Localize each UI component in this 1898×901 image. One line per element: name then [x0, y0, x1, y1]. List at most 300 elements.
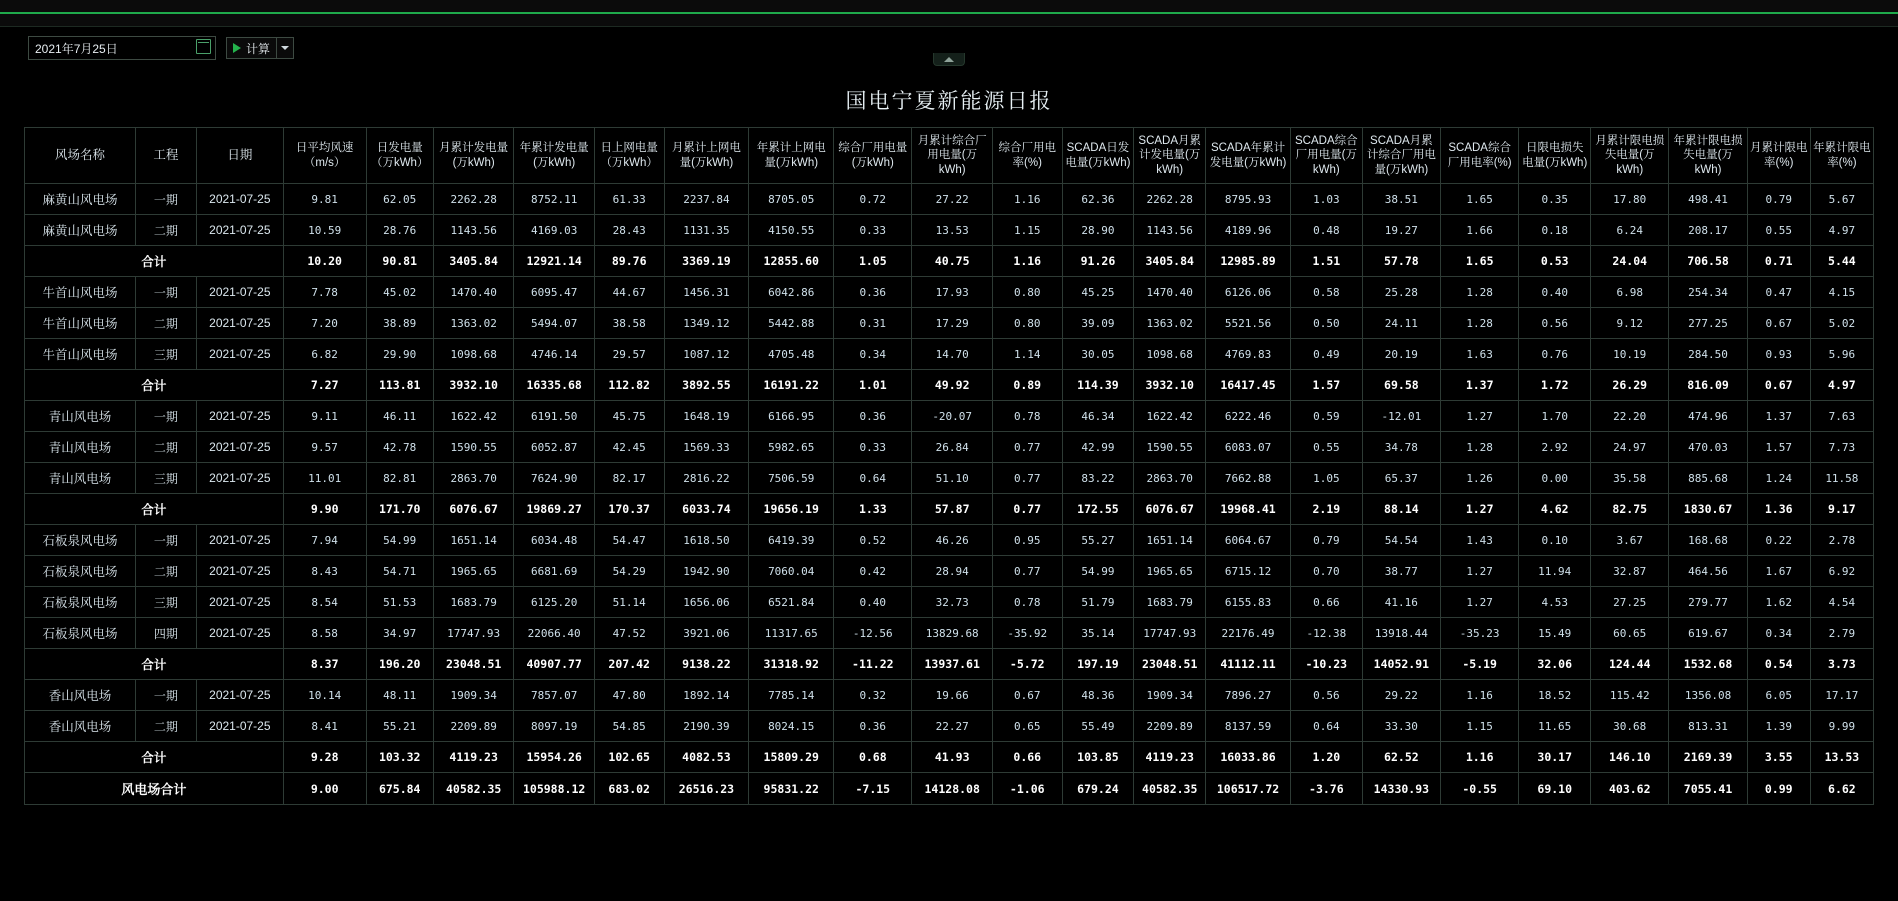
table-cell: 4.54: [1810, 587, 1873, 618]
table-cell: 7785.14: [749, 680, 834, 711]
table-cell: 41.16: [1362, 587, 1440, 618]
table-cell: 27.25: [1591, 587, 1669, 618]
table-cell: 0.33: [834, 432, 912, 463]
table-cell: 619.67: [1669, 618, 1747, 649]
table-cell: 一期: [135, 277, 196, 308]
table-cell: 8752.11: [514, 184, 594, 215]
table-cell: 13937.61: [912, 649, 992, 680]
table-cell: 34.78: [1362, 432, 1440, 463]
cell-farm-name: 青山风电场: [25, 432, 136, 463]
table-cell: 1.57: [1290, 370, 1362, 401]
table-cell: 5.67: [1810, 184, 1873, 215]
table-cell: 1.03: [1290, 184, 1362, 215]
table-cell: 三期: [135, 587, 196, 618]
table-cell: -35.23: [1441, 618, 1519, 649]
table-cell: 1.57: [1747, 432, 1810, 463]
table-cell: 17747.93: [433, 618, 513, 649]
table-cell: 1648.19: [664, 401, 749, 432]
table-cell: 105988.12: [514, 773, 594, 805]
table-cell: 0.34: [1747, 618, 1810, 649]
table-cell: 29.90: [366, 339, 433, 370]
table-cell: 3405.84: [433, 246, 513, 277]
table-cell: 4150.55: [749, 215, 834, 246]
table-cell: 11.94: [1519, 556, 1591, 587]
table-cell: 7506.59: [749, 463, 834, 494]
table-cell: 0.95: [992, 525, 1062, 556]
table-cell: 1.16: [992, 184, 1062, 215]
table-cell: 14128.08: [912, 773, 992, 805]
table-cell: 3405.84: [1134, 246, 1206, 277]
table-cell: 6126.06: [1206, 277, 1291, 308]
table-cell: 0.42: [834, 556, 912, 587]
table-cell: 1942.90: [664, 556, 749, 587]
table-cell: 28.90: [1062, 215, 1134, 246]
table-cell: 46.26: [912, 525, 992, 556]
table-cell: 3.55: [1747, 742, 1810, 773]
table-cell: 15954.26: [514, 742, 594, 773]
table-cell: 0.55: [1290, 432, 1362, 463]
table-cell: 1.05: [1290, 463, 1362, 494]
table-cell: 8097.19: [514, 711, 594, 742]
table-cell: 二期: [135, 556, 196, 587]
table-cell: 1.33: [834, 494, 912, 525]
table-cell: 1456.31: [664, 277, 749, 308]
table-cell: 2021-07-25: [196, 432, 283, 463]
table-cell: 45.75: [594, 401, 664, 432]
table-cell: 15809.29: [749, 742, 834, 773]
col-header-16: SCADA综合厂用电量(万kWh): [1290, 128, 1362, 184]
table-cell: 7.78: [283, 277, 366, 308]
table-cell: 33.30: [1362, 711, 1440, 742]
table-cell: -7.15: [834, 773, 912, 805]
table-cell: 1892.14: [664, 680, 749, 711]
table-cell: 9.99: [1810, 711, 1873, 742]
table-row: [25, 680, 1874, 711]
table-cell: 1.37: [1441, 370, 1519, 401]
table-cell: 1569.33: [664, 432, 749, 463]
table-cell: 6.24: [1591, 215, 1669, 246]
table-cell: 1363.02: [433, 308, 513, 339]
table-cell: 0.32: [834, 680, 912, 711]
table-cell: 69.58: [1362, 370, 1440, 401]
table-cell: 10.14: [283, 680, 366, 711]
table-cell: 1.01: [834, 370, 912, 401]
table-cell: 17.29: [912, 308, 992, 339]
table-cell: 12985.89: [1206, 246, 1291, 277]
table-cell: 1.67: [1747, 556, 1810, 587]
collapse-panel-toggle[interactable]: [933, 53, 965, 66]
table-cell: 二期: [135, 215, 196, 246]
table-cell: 115.42: [1591, 680, 1669, 711]
table-cell: 279.77: [1669, 587, 1747, 618]
table-cell: 7.63: [1810, 401, 1873, 432]
table-row: [25, 773, 1874, 805]
table-cell: 91.26: [1062, 246, 1134, 277]
cell-farm-name: 合计: [25, 649, 284, 680]
table-cell: 0.58: [1290, 277, 1362, 308]
table-cell: 20.19: [1362, 339, 1440, 370]
table-cell: 1590.55: [1134, 432, 1206, 463]
date-input-value: 2021年7月25日: [35, 41, 118, 56]
table-cell: 1.65: [1441, 184, 1519, 215]
table-cell: 1470.40: [1134, 277, 1206, 308]
table-cell: 4705.48: [749, 339, 834, 370]
table-row: [25, 556, 1874, 587]
table-cell: 5.44: [1810, 246, 1873, 277]
table-cell: 0.80: [992, 308, 1062, 339]
table-cell: 7896.27: [1206, 680, 1291, 711]
date-input[interactable]: [28, 36, 216, 60]
daily-report-table: [24, 127, 1874, 805]
table-row: [25, 246, 1874, 277]
table-cell: 9.90: [283, 494, 366, 525]
table-cell: 10.59: [283, 215, 366, 246]
table-cell: 6715.12: [1206, 556, 1291, 587]
table-cell: 6222.46: [1206, 401, 1291, 432]
table-cell: 0.68: [834, 742, 912, 773]
table-cell: 284.50: [1669, 339, 1747, 370]
table-cell: 9.81: [283, 184, 366, 215]
table-cell: 45.02: [366, 277, 433, 308]
table-cell: 26516.23: [664, 773, 749, 805]
cell-farm-name: 石板泉风电场: [25, 525, 136, 556]
table-cell: 1965.65: [1134, 556, 1206, 587]
table-cell: 1.26: [1441, 463, 1519, 494]
table-cell: 1830.67: [1669, 494, 1747, 525]
table-cell: 3921.06: [664, 618, 749, 649]
table-cell: 3932.10: [433, 370, 513, 401]
table-cell: 0.78: [992, 587, 1062, 618]
table-cell: 11.01: [283, 463, 366, 494]
table-cell: 46.34: [1062, 401, 1134, 432]
table-cell: 7662.88: [1206, 463, 1291, 494]
table-cell: 54.54: [1362, 525, 1440, 556]
table-cell: 38.77: [1362, 556, 1440, 587]
cell-farm-name: 香山风电场: [25, 711, 136, 742]
table-cell: 4.97: [1810, 215, 1873, 246]
chevron-up-icon: [944, 57, 954, 62]
table-cell: 1349.12: [664, 308, 749, 339]
table-cell: 7.20: [283, 308, 366, 339]
table-cell: 6.62: [1810, 773, 1873, 805]
table-cell: 4119.23: [433, 742, 513, 773]
table-cell: 29.57: [594, 339, 664, 370]
table-cell: 2021-07-25: [196, 215, 283, 246]
table-cell: 26.29: [1591, 370, 1669, 401]
table-cell: 474.96: [1669, 401, 1747, 432]
table-cell: 103.32: [366, 742, 433, 773]
table-cell: 9.28: [283, 742, 366, 773]
table-cell: 6095.47: [514, 277, 594, 308]
table-cell: 5494.07: [514, 308, 594, 339]
table-cell: 1965.65: [433, 556, 513, 587]
table-cell: 124.44: [1591, 649, 1669, 680]
table-cell: 0.40: [834, 587, 912, 618]
table-cell: 2209.89: [1134, 711, 1206, 742]
table-cell: 6076.67: [1134, 494, 1206, 525]
table-cell: 2021-07-25: [196, 587, 283, 618]
table-cell: 38.58: [594, 308, 664, 339]
table-cell: 55.21: [366, 711, 433, 742]
table-cell: 51.14: [594, 587, 664, 618]
table-row: [25, 618, 1874, 649]
table-cell: -12.38: [1290, 618, 1362, 649]
table-cell: 1.16: [1441, 680, 1519, 711]
table-cell: 1131.35: [664, 215, 749, 246]
table-row: [25, 587, 1874, 618]
table-cell: 146.10: [1591, 742, 1669, 773]
table-cell: 0.48: [1290, 215, 1362, 246]
table-cell: 82.81: [366, 463, 433, 494]
table-cell: 41112.11: [1206, 649, 1291, 680]
table-cell: 一期: [135, 401, 196, 432]
table-cell: 1622.42: [1134, 401, 1206, 432]
table-cell: 1.27: [1441, 587, 1519, 618]
table-cell: 1.27: [1441, 556, 1519, 587]
table-row: [25, 525, 1874, 556]
col-header-15: SCADA年累计发电量(万kWh): [1206, 128, 1291, 184]
table-cell: 106517.72: [1206, 773, 1291, 805]
table-cell: 277.25: [1669, 308, 1747, 339]
table-cell: 2021-07-25: [196, 618, 283, 649]
table-cell: 4.53: [1519, 587, 1591, 618]
table-cell: 46.11: [366, 401, 433, 432]
table-cell: 7624.90: [514, 463, 594, 494]
table-cell: 一期: [135, 680, 196, 711]
table-cell: 4119.23: [1134, 742, 1206, 773]
cell-farm-name: 香山风电场: [25, 680, 136, 711]
table-cell: 28.76: [366, 215, 433, 246]
table-cell: 51.79: [1062, 587, 1134, 618]
table-cell: 0.71: [1747, 246, 1810, 277]
calendar-icon[interactable]: [196, 39, 211, 54]
table-cell: 2816.22: [664, 463, 749, 494]
table-cell: 196.20: [366, 649, 433, 680]
table-cell: 2262.28: [1134, 184, 1206, 215]
table-cell: 54.99: [1062, 556, 1134, 587]
table-cell: 0.18: [1519, 215, 1591, 246]
table-cell: 19869.27: [514, 494, 594, 525]
table-cell: 13.53: [912, 215, 992, 246]
table-cell: 二期: [135, 711, 196, 742]
table-cell: 11.65: [1519, 711, 1591, 742]
table-cell: 3932.10: [1134, 370, 1206, 401]
table-row: [25, 215, 1874, 246]
table-cell: 48.36: [1062, 680, 1134, 711]
table-cell: 2209.89: [433, 711, 513, 742]
table-cell: 6034.48: [514, 525, 594, 556]
table-cell: 0.89: [992, 370, 1062, 401]
table-cell: 1.28: [1441, 308, 1519, 339]
col-header-9: 年累计上网电量(万kWh): [749, 128, 834, 184]
table-cell: 4082.53: [664, 742, 749, 773]
table-cell: 6521.84: [749, 587, 834, 618]
table-cell: 6076.67: [433, 494, 513, 525]
table-cell: 1.28: [1441, 277, 1519, 308]
table-cell: 0.53: [1519, 246, 1591, 277]
cell-farm-name: 风电场合计: [25, 773, 284, 805]
table-cell: 683.02: [594, 773, 664, 805]
table-cell: 0.55: [1747, 215, 1810, 246]
table-cell: 24.04: [1591, 246, 1669, 277]
table-cell: 1622.42: [433, 401, 513, 432]
table-cell: 813.31: [1669, 711, 1747, 742]
table-cell: 28.94: [912, 556, 992, 587]
table-cell: 2863.70: [1134, 463, 1206, 494]
table-cell: 1.15: [1441, 711, 1519, 742]
table-cell: 1.37: [1747, 401, 1810, 432]
col-header-13: SCADA日发电量(万kWh): [1062, 128, 1134, 184]
table-cell: 0.64: [834, 463, 912, 494]
chevron-down-icon: [281, 46, 289, 50]
cell-farm-name: 麻黄山风电场: [25, 215, 136, 246]
table-cell: 一期: [135, 525, 196, 556]
table-cell: 38.51: [1362, 184, 1440, 215]
table-cell: -35.92: [992, 618, 1062, 649]
table-cell: 12921.14: [514, 246, 594, 277]
table-cell: -1.06: [992, 773, 1062, 805]
table-cell: 18.52: [1519, 680, 1591, 711]
table-cell: 14052.91: [1362, 649, 1440, 680]
table-cell: 55.27: [1062, 525, 1134, 556]
table-cell: 6.05: [1747, 680, 1810, 711]
table-cell: 0.64: [1290, 711, 1362, 742]
table-cell: 0.67: [992, 680, 1062, 711]
table-cell: -5.19: [1441, 649, 1519, 680]
table-cell: 0.76: [1519, 339, 1591, 370]
cell-farm-name: 合计: [25, 370, 284, 401]
table-cell: 42.99: [1062, 432, 1134, 463]
col-header-0: 风场名称: [25, 128, 136, 184]
table-cell: 0.00: [1519, 463, 1591, 494]
cell-farm-name: 青山风电场: [25, 401, 136, 432]
col-header-8: 月累计上网电量(万kWh): [664, 128, 749, 184]
table-cell: 2169.39: [1669, 742, 1747, 773]
table-cell: 2021-07-25: [196, 525, 283, 556]
table-cell: 13829.68: [912, 618, 992, 649]
table-cell: 170.37: [594, 494, 664, 525]
table-cell: 54.29: [594, 556, 664, 587]
col-header-3: 日平均风速（m/s）: [283, 128, 366, 184]
table-cell: 51.53: [366, 587, 433, 618]
table-cell: 19.66: [912, 680, 992, 711]
table-cell: 9.00: [283, 773, 366, 805]
table-cell: 1.27: [1441, 401, 1519, 432]
report-container: [0, 69, 1898, 805]
table-cell: 0.40: [1519, 277, 1591, 308]
table-cell: 6155.83: [1206, 587, 1291, 618]
table-cell: 171.70: [366, 494, 433, 525]
table-cell: 6.98: [1591, 277, 1669, 308]
table-cell: 0.36: [834, 277, 912, 308]
table-cell: 1656.06: [664, 587, 749, 618]
table-cell: 14.70: [912, 339, 992, 370]
table-cell: -3.76: [1290, 773, 1362, 805]
table-cell: 44.67: [594, 277, 664, 308]
table-cell: 6.92: [1810, 556, 1873, 587]
table-cell: 30.68: [1591, 711, 1669, 742]
table-cell: 23048.51: [1134, 649, 1206, 680]
table-cell: 47.52: [594, 618, 664, 649]
table-row: [25, 308, 1874, 339]
cell-farm-name: 石板泉风电场: [25, 556, 136, 587]
table-cell: 5.96: [1810, 339, 1873, 370]
col-header-6: 年累计发电量(万kWh): [514, 128, 594, 184]
table-cell: 6052.87: [514, 432, 594, 463]
table-cell: 65.37: [1362, 463, 1440, 494]
table-cell: 114.39: [1062, 370, 1134, 401]
col-header-17: SCADA月累计综合厂用电量(万kWh): [1362, 128, 1440, 184]
calculate-dropdown-button[interactable]: [277, 37, 294, 59]
table-cell: 2021-07-25: [196, 556, 283, 587]
table-cell: 2190.39: [664, 711, 749, 742]
table-cell: 0.77: [992, 556, 1062, 587]
table-cell: 3892.55: [664, 370, 749, 401]
table-cell: 41.93: [912, 742, 992, 773]
table-cell: 498.41: [1669, 184, 1747, 215]
table-cell: 51.10: [912, 463, 992, 494]
table-cell: 0.35: [1519, 184, 1591, 215]
table-cell: 40.75: [912, 246, 992, 277]
col-header-5: 月累计发电量(万kWh): [433, 128, 513, 184]
table-cell: 2.79: [1810, 618, 1873, 649]
table-cell: 0.93: [1747, 339, 1810, 370]
table-cell: 3369.19: [664, 246, 749, 277]
table-cell: 60.65: [1591, 618, 1669, 649]
table-cell: 62.05: [366, 184, 433, 215]
table-cell: 0.49: [1290, 339, 1362, 370]
table-cell: -5.72: [992, 649, 1062, 680]
table-cell: 82.75: [1591, 494, 1669, 525]
table-cell: 113.81: [366, 370, 433, 401]
table-cell: 0.56: [1290, 680, 1362, 711]
table-cell: 1.70: [1519, 401, 1591, 432]
table-cell: 11.58: [1810, 463, 1873, 494]
col-header-20: 月累计限电损失电量(万kWh): [1591, 128, 1669, 184]
table-cell: 3.67: [1591, 525, 1669, 556]
table-cell: 54.99: [366, 525, 433, 556]
calculate-button[interactable]: [226, 37, 277, 59]
table-cell: 0.47: [1747, 277, 1810, 308]
table-row: [25, 277, 1874, 308]
table-cell: 25.28: [1362, 277, 1440, 308]
table-cell: 2.78: [1810, 525, 1873, 556]
table-cell: 6681.69: [514, 556, 594, 587]
table-cell: 54.85: [594, 711, 664, 742]
table-cell: 2.19: [1290, 494, 1362, 525]
table-cell: 0.36: [834, 711, 912, 742]
table-cell: 2021-07-25: [196, 711, 283, 742]
calculate-button-label: 计算: [246, 41, 271, 56]
table-cell: 95831.22: [749, 773, 834, 805]
table-cell: 4.15: [1810, 277, 1873, 308]
table-cell: 14330.93: [1362, 773, 1440, 805]
table-cell: 8024.15: [749, 711, 834, 742]
table-cell: 1683.79: [433, 587, 513, 618]
table-cell: 69.10: [1519, 773, 1591, 805]
table-cell: 15.49: [1519, 618, 1591, 649]
cell-farm-name: 牛首山风电场: [25, 308, 136, 339]
table-cell: 2021-07-25: [196, 308, 283, 339]
table-cell: 679.24: [1062, 773, 1134, 805]
table-row: [25, 494, 1874, 525]
table-cell: 29.22: [1362, 680, 1440, 711]
table-cell: 1.72: [1519, 370, 1591, 401]
table-cell: 0.56: [1519, 308, 1591, 339]
cell-farm-name: 合计: [25, 742, 284, 773]
table-cell: 11317.65: [749, 618, 834, 649]
table-cell: -11.22: [834, 649, 912, 680]
